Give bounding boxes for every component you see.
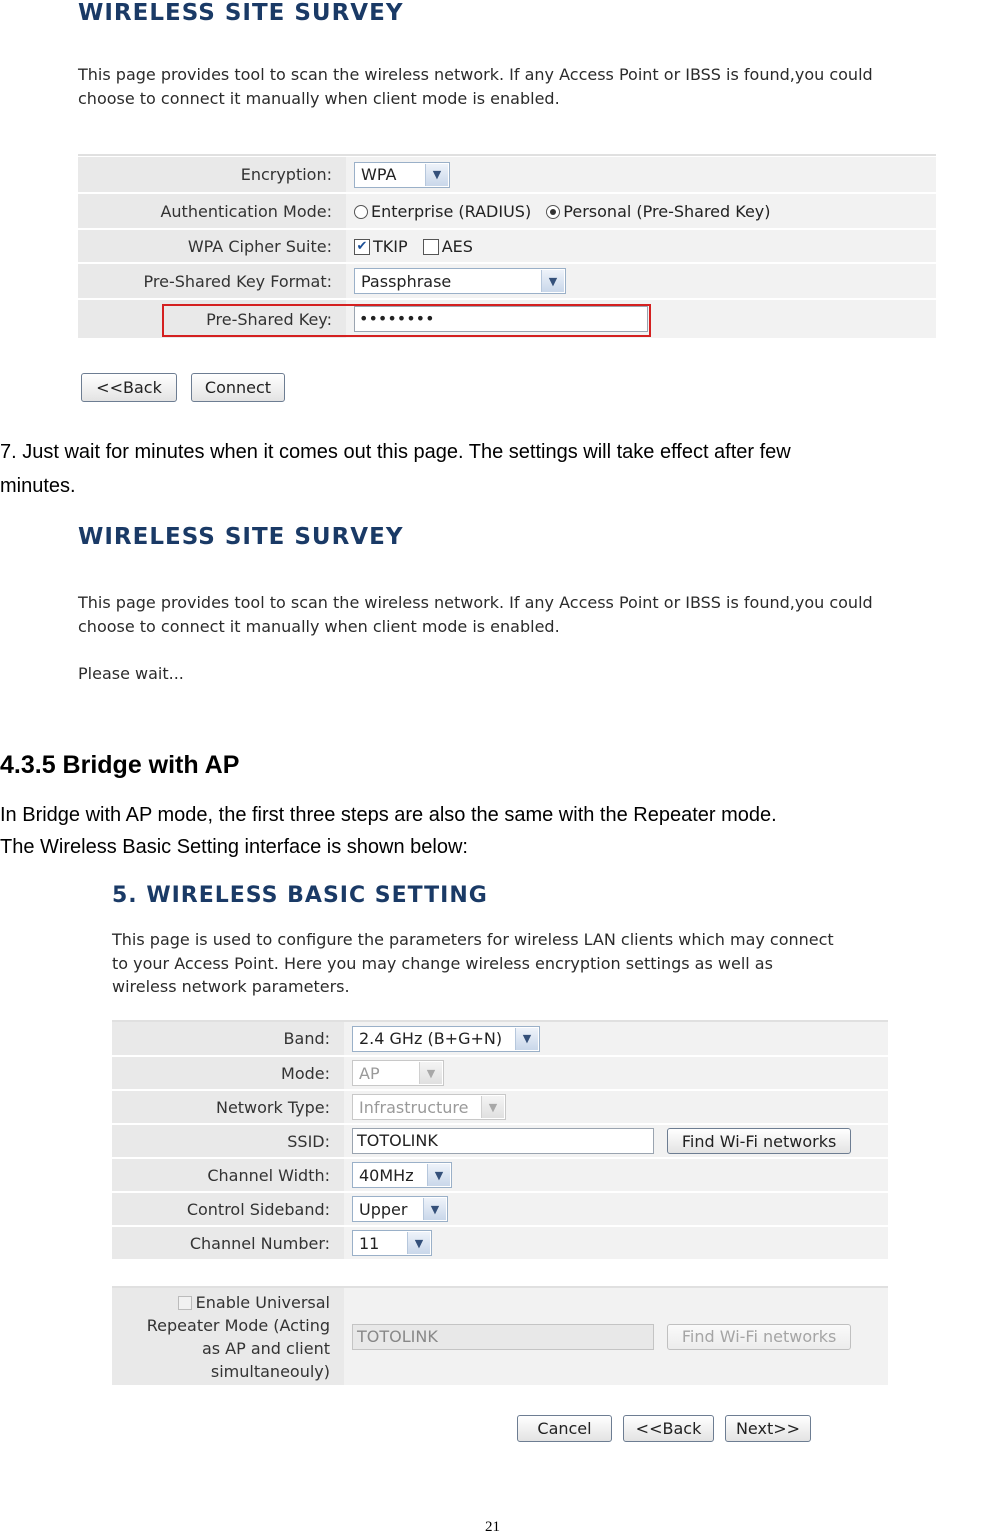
chevron-down-icon: ▼ xyxy=(407,1232,430,1254)
channel-width-select[interactable]: 40MHz ▼ xyxy=(352,1162,452,1188)
mode-label: Mode: xyxy=(112,1056,344,1090)
back-button[interactable]: <<Back xyxy=(623,1415,714,1442)
channel-width-label: Channel Width: xyxy=(112,1158,344,1192)
basic-setting-desc-2: to your Access Point. Here you may change wireless encryption settings as well as xyxy=(112,954,773,973)
please-wait-text: Please wait... xyxy=(78,664,184,683)
psk-highlight-box xyxy=(162,304,651,337)
basic-setting-form xyxy=(112,1022,888,1261)
basic-setting-desc-1: This page is used to configure the parameters for wireless LAN clients which may connect xyxy=(112,930,834,949)
universal-repeater-label xyxy=(112,1288,344,1386)
auth-personal-radio[interactable] xyxy=(546,205,560,219)
channel-number-label: Channel Number: xyxy=(112,1226,344,1260)
repeater-label-line1: Enable Universal xyxy=(195,1292,330,1312)
psk-input[interactable]: •••••••• xyxy=(354,306,648,332)
table-top-rule xyxy=(78,154,936,156)
auth-personal-label: Personal (Pre-Shared Key) xyxy=(563,202,771,221)
connect-button[interactable]: Connect xyxy=(191,373,285,402)
auth-enterprise-label: Enterprise (RADIUS) xyxy=(371,202,532,221)
channel-number-select[interactable]: 11 ▼ xyxy=(352,1230,432,1256)
step7-line1: 7. Just wait for minutes when it comes out this page. The settings will take effect after few xyxy=(0,441,791,463)
aes-checkbox[interactable] xyxy=(423,239,439,255)
section-heading: 4.3.5 Bridge with AP xyxy=(0,751,240,779)
page-number: 21 xyxy=(485,1519,500,1535)
chevron-down-icon: ▼ xyxy=(423,1198,446,1220)
survey-connect-desc-1: This page provides tool to scan the wireless network. If any Access Point or IBSS is found,you could xyxy=(78,65,873,84)
encryption-select[interactable]: WPA ▼ xyxy=(354,162,450,188)
repeater-label-line3: as AP and client xyxy=(201,1338,330,1358)
encryption-label: Encryption: xyxy=(78,157,346,193)
chevron-down-icon: ▼ xyxy=(425,164,448,186)
universal-repeater-checkbox[interactable] xyxy=(178,1296,192,1310)
ssid-label: SSID: xyxy=(112,1124,344,1158)
network-type-label: Network Type: xyxy=(112,1090,344,1124)
repeater-ssid-input[interactable]: TOTOLINK xyxy=(352,1324,654,1350)
tkip-label: TKIP xyxy=(373,237,408,256)
survey-wait-desc-1: This page provides tool to scan the wireless network. If any Access Point or IBSS is found,you could xyxy=(78,593,873,612)
survey-wait-desc-2: choose to connect it manually when client mode is enabled. xyxy=(78,617,560,636)
survey-connect-title: WIRELESS SITE SURVEY xyxy=(78,0,404,26)
tkip-checkbox[interactable]: ✔ xyxy=(354,239,370,255)
cipher-label: WPA Cipher Suite: xyxy=(78,229,346,263)
cancel-button[interactable]: Cancel xyxy=(517,1415,612,1442)
survey-connect-desc-2: choose to connect it manually when client mode is enabled. xyxy=(78,89,560,108)
key-format-label: Pre-Shared Key Format: xyxy=(78,263,346,299)
mode-select[interactable]: AP ▼ xyxy=(352,1060,444,1086)
repeater-label-line4: simultaneouly) xyxy=(210,1361,330,1381)
repeater-label-line2: Repeater Mode (Acting xyxy=(146,1315,330,1335)
find-wifi-button[interactable]: Find Wi-Fi networks xyxy=(667,1128,851,1154)
section-para-line2: The Wireless Basic Setting interface is shown below: xyxy=(0,836,468,858)
repeater-find-wifi-button[interactable]: Find Wi-Fi networks xyxy=(667,1324,851,1350)
survey-wait-title: WIRELESS SITE SURVEY xyxy=(78,524,404,550)
control-sideband-label: Control Sideband: xyxy=(112,1192,344,1226)
basic-setting-title: 5. WIRELESS BASIC SETTING xyxy=(112,883,488,908)
chevron-down-icon: ▼ xyxy=(541,270,564,292)
next-button[interactable]: Next>> xyxy=(725,1415,811,1442)
auth-enterprise-radio[interactable] xyxy=(354,205,368,219)
step7-line2: minutes. xyxy=(0,475,76,497)
survey-back-button[interactable]: <<Back xyxy=(81,373,177,402)
band-select[interactable]: 2.4 GHz (B+G+N) ▼ xyxy=(352,1026,540,1052)
chevron-down-icon: ▼ xyxy=(427,1164,450,1186)
band-label: Band: xyxy=(112,1022,344,1056)
ssid-input[interactable]: TOTOLINK xyxy=(352,1128,654,1154)
aes-label: AES xyxy=(441,237,473,256)
chevron-down-icon: ▼ xyxy=(419,1062,442,1084)
section-para-line1: In Bridge with AP mode, the first three steps are also the same with the Repeater mode. xyxy=(0,804,777,826)
chevron-down-icon: ▼ xyxy=(481,1096,504,1118)
universal-repeater-form xyxy=(112,1288,888,1387)
control-sideband-select[interactable]: Upper ▼ xyxy=(352,1196,448,1222)
basic-setting-desc-3: wireless network parameters. xyxy=(112,977,350,996)
key-format-select[interactable]: Passphrase ▼ xyxy=(354,268,566,294)
network-type-select[interactable]: Infrastructure ▼ xyxy=(352,1094,506,1120)
chevron-down-icon: ▼ xyxy=(515,1028,538,1050)
auth-mode-label: Authentication Mode: xyxy=(78,193,346,229)
psk-label: Pre-Shared Key: xyxy=(78,299,346,339)
